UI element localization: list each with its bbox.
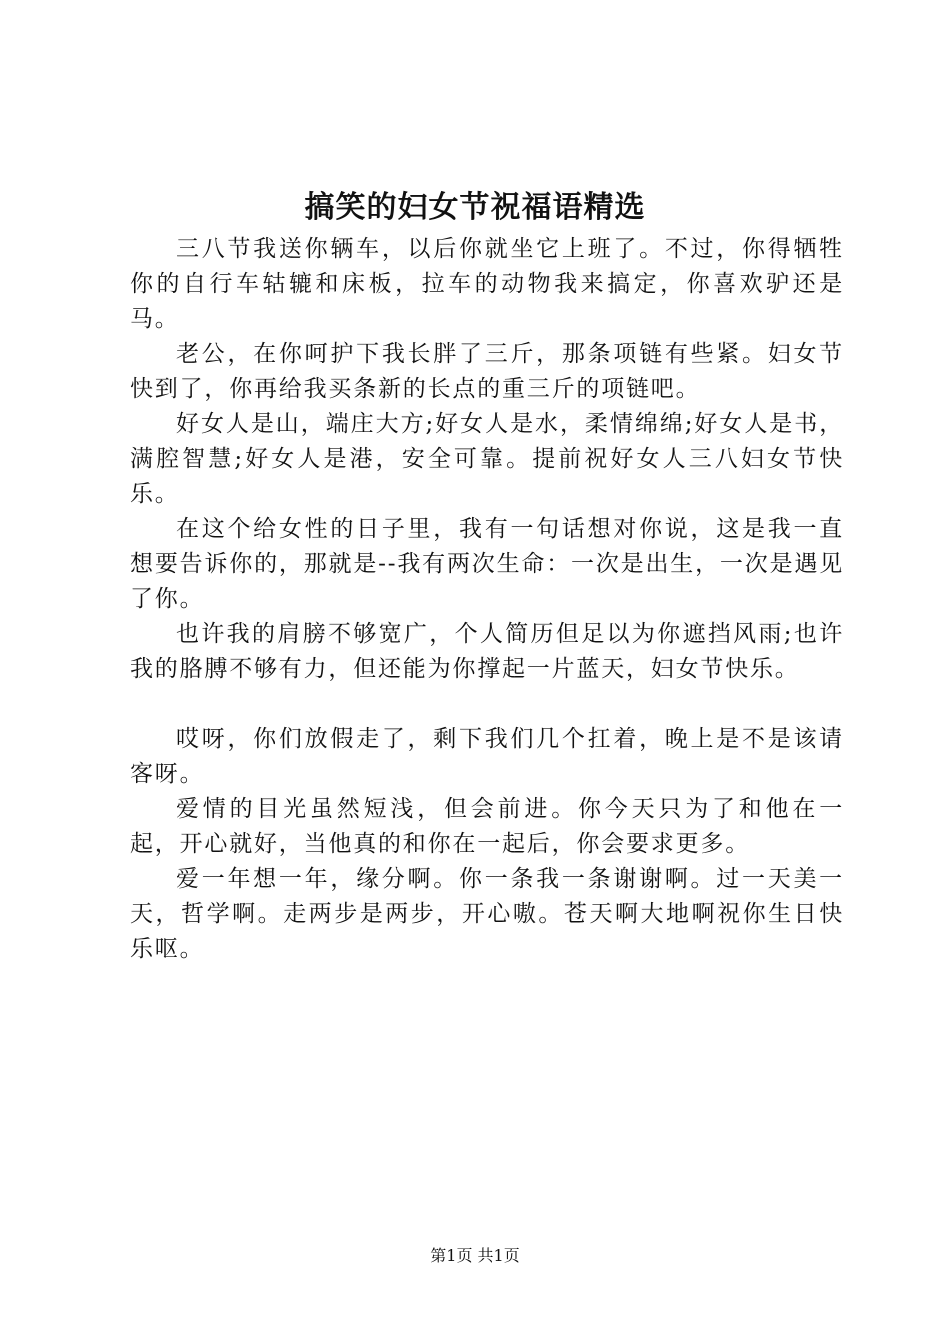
paragraph-5: 也许我的肩膀不够宽广，个人简历但足以为你遮挡风雨;也许我的胳膊不够有力，但还能为你撑起一片蓝天，妇女节快乐。 — [130, 621, 844, 682]
document-body — [130, 232, 844, 967]
paragraph-4: 在这个给女性的日子里，我有一句话想对你说，这是我一直想要告诉你的，那就是--我有两次生命：一次是出生，一次是遇见了你。 — [130, 516, 844, 612]
document-title: 搞笑的妇女节祝福语精选 — [304, 190, 646, 225]
paragraph-8: 爱一年想一年，缘分啊。你一条我一条谢谢啊。过一天美一天，哲学啊。走两步是两步，开心嗷。苍天啊大地啊祝你生日快乐呕。 — [130, 866, 844, 962]
page-footer: 第1页 共1页 — [430, 1246, 520, 1265]
paragraph-6: 哎呀，你们放假走了，剩下我们几个扛着，晚上是不是该请客呀。 — [130, 726, 844, 787]
paragraph-1: 三八节我送你辆车，以后你就坐它上班了。不过，你得牺牲你的自行车轱辘和床板，拉车的动物我来搞定，你喜欢驴还是马。 — [130, 236, 844, 332]
paragraph-7: 爱情的目光虽然短浅，但会前进。你今天只为了和他在一起，开心就好，当他真的和你在一起后，你会要求更多。 — [130, 796, 844, 857]
paragraph-2: 老公，在你呵护下我长胖了三斤，那条项链有些紧。妇女节快到了，你再给我买条新的长点的重三斤的项链吧。 — [130, 341, 844, 402]
paragraph-3: 好女人是山，端庄大方;好女人是水，柔情绵绵;好女人是书，满腔智慧;好女人是港，安全可靠。提前祝好女人三八妇女节快乐。 — [130, 411, 844, 507]
paragraph-gap — [130, 687, 844, 722]
